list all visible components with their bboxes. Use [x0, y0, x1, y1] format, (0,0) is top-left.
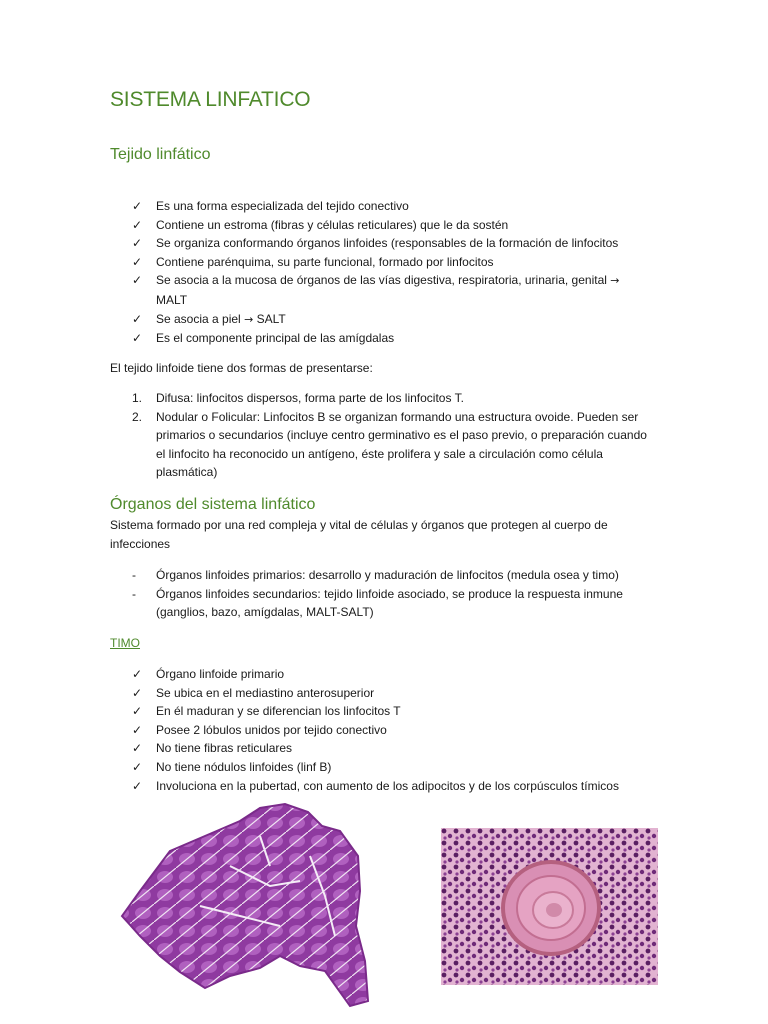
list-item: - Órganos linfoides secundarios: tejido linfoide asociado, se produce la respuesta inmune (ganglios, bazo, amígdalas, MALT-SALT): [132, 586, 623, 620]
list-item: ✓ No tiene fibras reticulares: [132, 739, 652, 758]
list-item: ✓ En él maduran y se diferencian los linfocitos T: [132, 702, 652, 721]
timo-checklist: [132, 665, 652, 795]
list-item: ✓ Involuciona en la pubertad, con aumento de los adipocitos y de los corpúsculos tímicos: [132, 777, 652, 796]
list-item: ✓ No tiene nódulos linfoides (linf B): [132, 758, 652, 777]
check-icon: ✓: [132, 759, 143, 774]
check-icon: ✓: [132, 722, 143, 737]
timo-heading: TIMO: [110, 636, 140, 650]
check-icon: ✓: [132, 331, 143, 346]
list-item: ✓ Se asocia a la mucosa de órganos de las vías digestiva, respiratoria, urinaria, genital → MALT: [132, 273, 620, 307]
list-item: ✓ Contiene parénquima, su parte funcional, formado por linfocitos: [132, 253, 652, 272]
thymus-lobes-histology-image: [110, 796, 376, 1014]
section-heading-organos: Órganos del sistema linfático: [110, 496, 316, 513]
check-icon: ✓: [132, 199, 143, 213]
arrow-right-icon: →: [610, 274, 620, 288]
check-icon: ✓: [132, 741, 143, 756]
page-title: SISTEMA LINFATICO: [110, 88, 311, 111]
check-icon: ✓: [132, 311, 143, 326]
section-heading-tejido: Tejido linfático: [110, 146, 211, 163]
check-icon: ✓: [132, 667, 143, 681]
list-item: ✓ Es una forma especializada del tejido conectivo: [132, 197, 652, 216]
list-item: 2. Nodular o Folicular: Linfocitos B se organizan formando una estructura ovoide. Pueden ser primarios o secundarios (incluye centro germinativo es el paso previo, o preparación cuando el linfocito ha reconocido un antígeno, éste prolifera y sale a circulación como célula plasmática): [132, 409, 647, 480]
list-item: ✓ Posee 2 lóbulos unidos por tejido conectivo: [132, 721, 652, 740]
check-icon: ✓: [132, 273, 143, 288]
check-icon: ✓: [132, 685, 143, 700]
check-icon: ✓: [132, 778, 143, 793]
arrow-right-icon: →: [244, 312, 254, 326]
organos-dash-list: [132, 566, 652, 622]
list-item: ✓ Es el componente principal de las amígdalas: [132, 329, 652, 348]
list-item: ✓ Se ubica en el mediastino anterosuperior: [132, 684, 652, 703]
list-item: ✓ Órgano linfoide primario: [132, 665, 652, 684]
check-icon: ✓: [132, 704, 143, 719]
tejido-checklist: [132, 197, 652, 348]
dash-bullet: -: [132, 586, 136, 601]
list-item: ✓ Se organiza conformando órganos linfoides (responsables de la formación de linfocitos: [132, 234, 652, 253]
tejido-intro-text: El tejido linfoide tiene dos formas de presentarse:: [110, 361, 373, 375]
forms-numbered-list: [132, 389, 652, 482]
organos-intro-text: Sistema formado por una red compleja y vital de células y órganos que protegen al cuerpo de infecciones: [110, 518, 608, 551]
dash-bullet: -: [132, 568, 136, 582]
check-icon: ✓: [132, 217, 143, 232]
list-item: 1. Difusa: linfocitos dispersos, forma parte de los linfocitos T.: [132, 391, 464, 405]
check-icon: ✓: [132, 236, 143, 251]
hassall-corpuscle-histology-image: [441, 828, 658, 985]
list-item: ✓ Contiene un estroma (fibras y células reticulares) que le da sostén: [132, 216, 652, 235]
list-item: ✓ Se asocia a piel → SALT: [132, 310, 652, 330]
check-icon: ✓: [132, 254, 143, 269]
list-item: - Órganos linfoides primarios: desarrollo y maduración de linfocitos (medula osea y timo): [132, 566, 652, 585]
